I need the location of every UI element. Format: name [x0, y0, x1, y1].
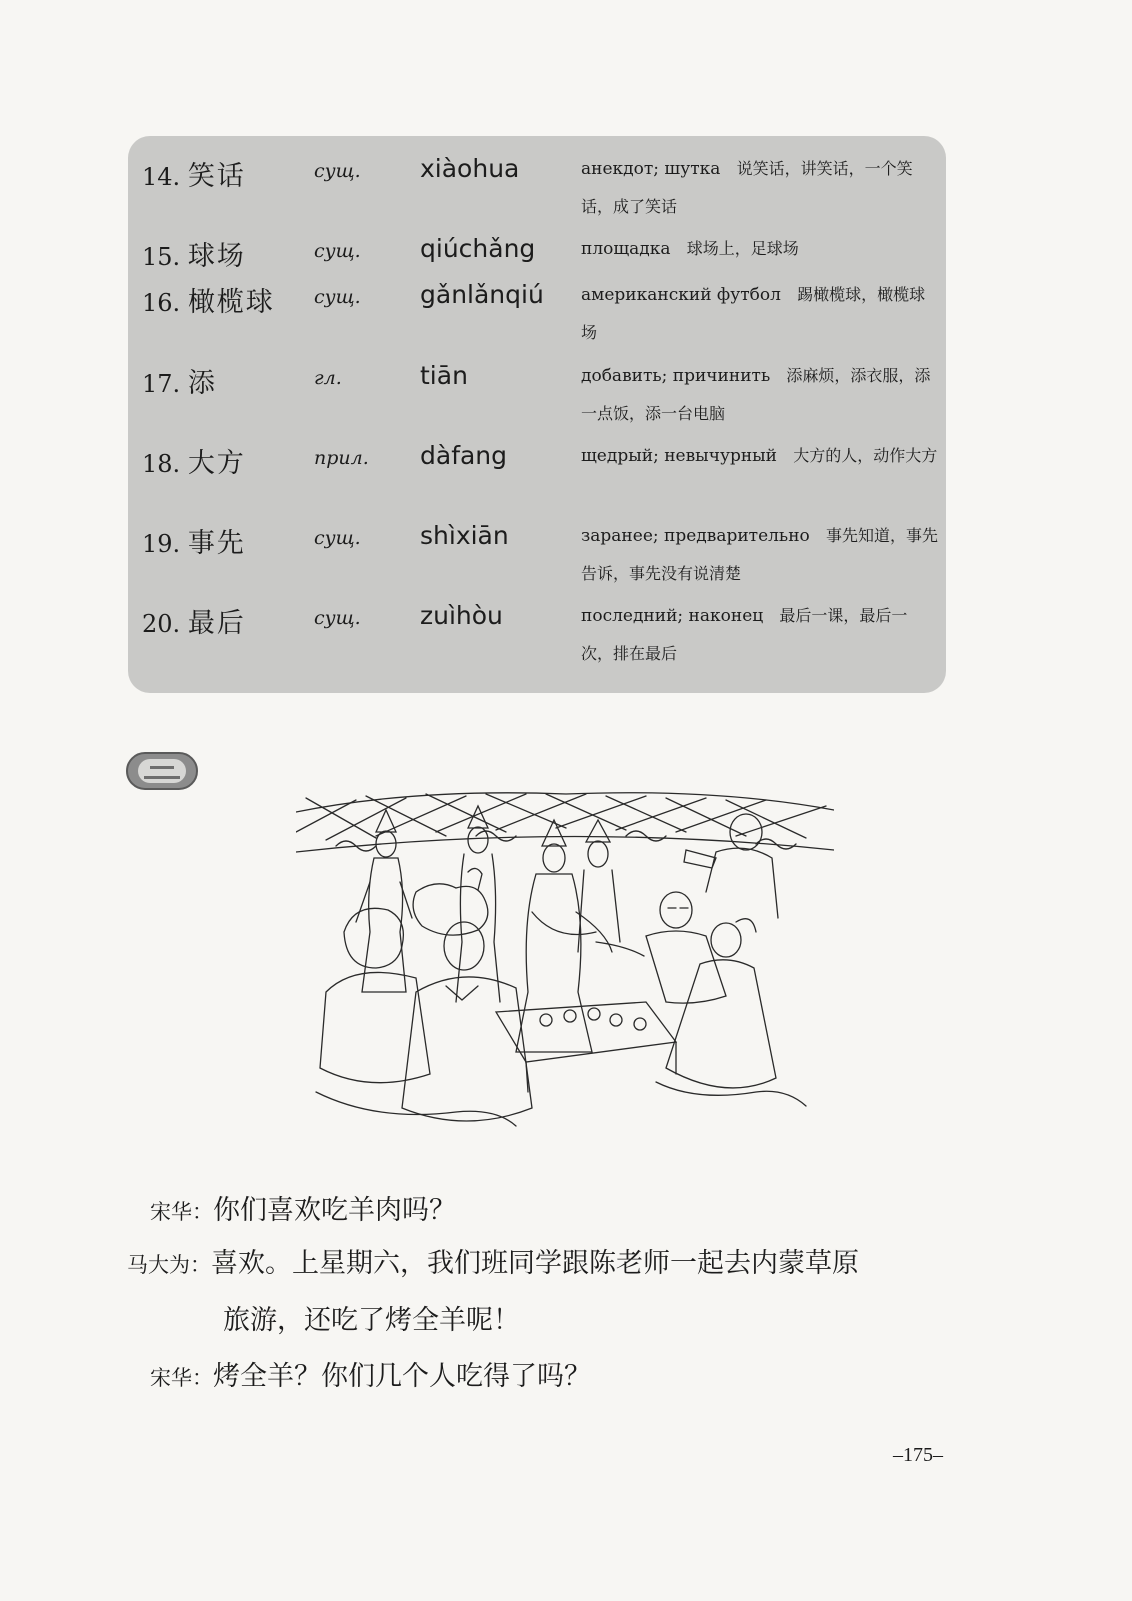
vocab-pinyin: qiúchǎng — [420, 234, 536, 263]
speaker-name: 马大为： — [127, 1253, 211, 1277]
vocab-pos: сущ. — [314, 160, 361, 182]
vocab-examples: 球场上，足球场 — [686, 239, 799, 258]
vocab-pos: гл. — [314, 367, 342, 389]
vocab-hanzi: 笑话 — [187, 161, 246, 192]
vocab-hanzi: 球场 — [187, 241, 246, 272]
vocab-meaning: щедрый; невычурный — [581, 446, 778, 466]
vocab-hanzi: 橄榄球 — [187, 287, 275, 318]
vocab-meaning: последний; наконец — [581, 606, 764, 626]
dialogue-text: 你们喜欢吃羊肉吗？ — [213, 1195, 456, 1226]
vocab-pos: сущ. — [314, 527, 361, 549]
vocab-definition — [581, 437, 939, 475]
vocab-pos: сущ. — [314, 607, 361, 629]
vocab-number: 19. — [142, 530, 181, 558]
dialogue-line-1 — [150, 1188, 456, 1227]
vocab-hanzi: 事先 — [187, 528, 246, 559]
vocab-meaning: американский футбол — [581, 285, 781, 305]
dialogue-text: 烤全羊？你们几个人吃得了吗？ — [213, 1361, 591, 1392]
vocab-pinyin: gǎnlǎnqiú — [420, 280, 544, 309]
vocab-number: 18. — [142, 450, 181, 478]
yurt-gathering-illustration — [296, 792, 834, 1135]
vocab-examples: 最后一课，最后一次，排在最后 — [581, 606, 908, 663]
section-badge — [126, 752, 198, 790]
page-number: –175– — [893, 1444, 943, 1466]
vocab-pos: сущ. — [314, 240, 361, 262]
vocab-definition — [581, 276, 939, 352]
vocab-examples: 添麻烦，添衣服，添一点饭，添一台电脑 — [581, 366, 931, 423]
vocab-meaning: добавить; причинить — [581, 366, 771, 386]
vocab-hanzi: 最后 — [187, 608, 246, 639]
vocab-hanzi: 大方 — [187, 448, 246, 479]
dialogue-line-2 — [127, 1241, 859, 1280]
vocab-definition — [581, 597, 939, 673]
vocab-number: 17. — [142, 370, 181, 398]
vocab-number: 15. — [142, 243, 181, 271]
dialogue-text: 旅游，还吃了烤全羊呢！ — [223, 1305, 520, 1336]
speaker-name: 宋华： — [150, 1366, 213, 1390]
vocab-examples: 大方的人，动作大方 — [793, 446, 938, 465]
vocab-number: 20. — [142, 610, 181, 638]
vocab-examples: 事先知道，事先告诉，事先没有说清楚 — [581, 526, 938, 583]
vocab-examples: 说笑话，讲笑话，一个笑话，成了笑话 — [581, 159, 913, 216]
vocab-pinyin: dàfang — [420, 441, 508, 470]
vocab-pos: прил. — [314, 447, 369, 469]
speaker-name: 宋华： — [150, 1200, 213, 1224]
vocabulary-table — [128, 136, 946, 693]
vocab-number: 16. — [142, 289, 181, 317]
dialogue-text: 喜欢。上星期六，我们班同学跟陈老师一起去内蒙草原 — [211, 1248, 859, 1279]
vocab-pinyin: shìxiān — [420, 521, 509, 550]
vocab-pinyin: zuìhòu — [420, 601, 503, 630]
vocab-meaning: заранее; предварительно — [581, 526, 810, 546]
vocab-definition — [581, 517, 939, 593]
vocab-meaning: анекдот; шутка — [581, 159, 721, 179]
vocab-number: 14. — [142, 163, 181, 191]
vocab-definition — [581, 357, 939, 433]
vocab-hanzi: 添 — [187, 368, 217, 399]
vocab-definition — [581, 230, 939, 268]
vocab-pos: сущ. — [314, 286, 361, 308]
dialogue-line-3 — [223, 1298, 520, 1337]
vocab-pinyin: xiàohua — [420, 154, 520, 183]
vocab-examples: 踢橄榄球，橄榄球场 — [581, 285, 926, 342]
dialogue-line-4 — [150, 1354, 591, 1393]
vocab-definition — [581, 150, 939, 226]
vocab-meaning: площадка — [581, 239, 671, 259]
vocab-pinyin: tiān — [420, 361, 468, 390]
